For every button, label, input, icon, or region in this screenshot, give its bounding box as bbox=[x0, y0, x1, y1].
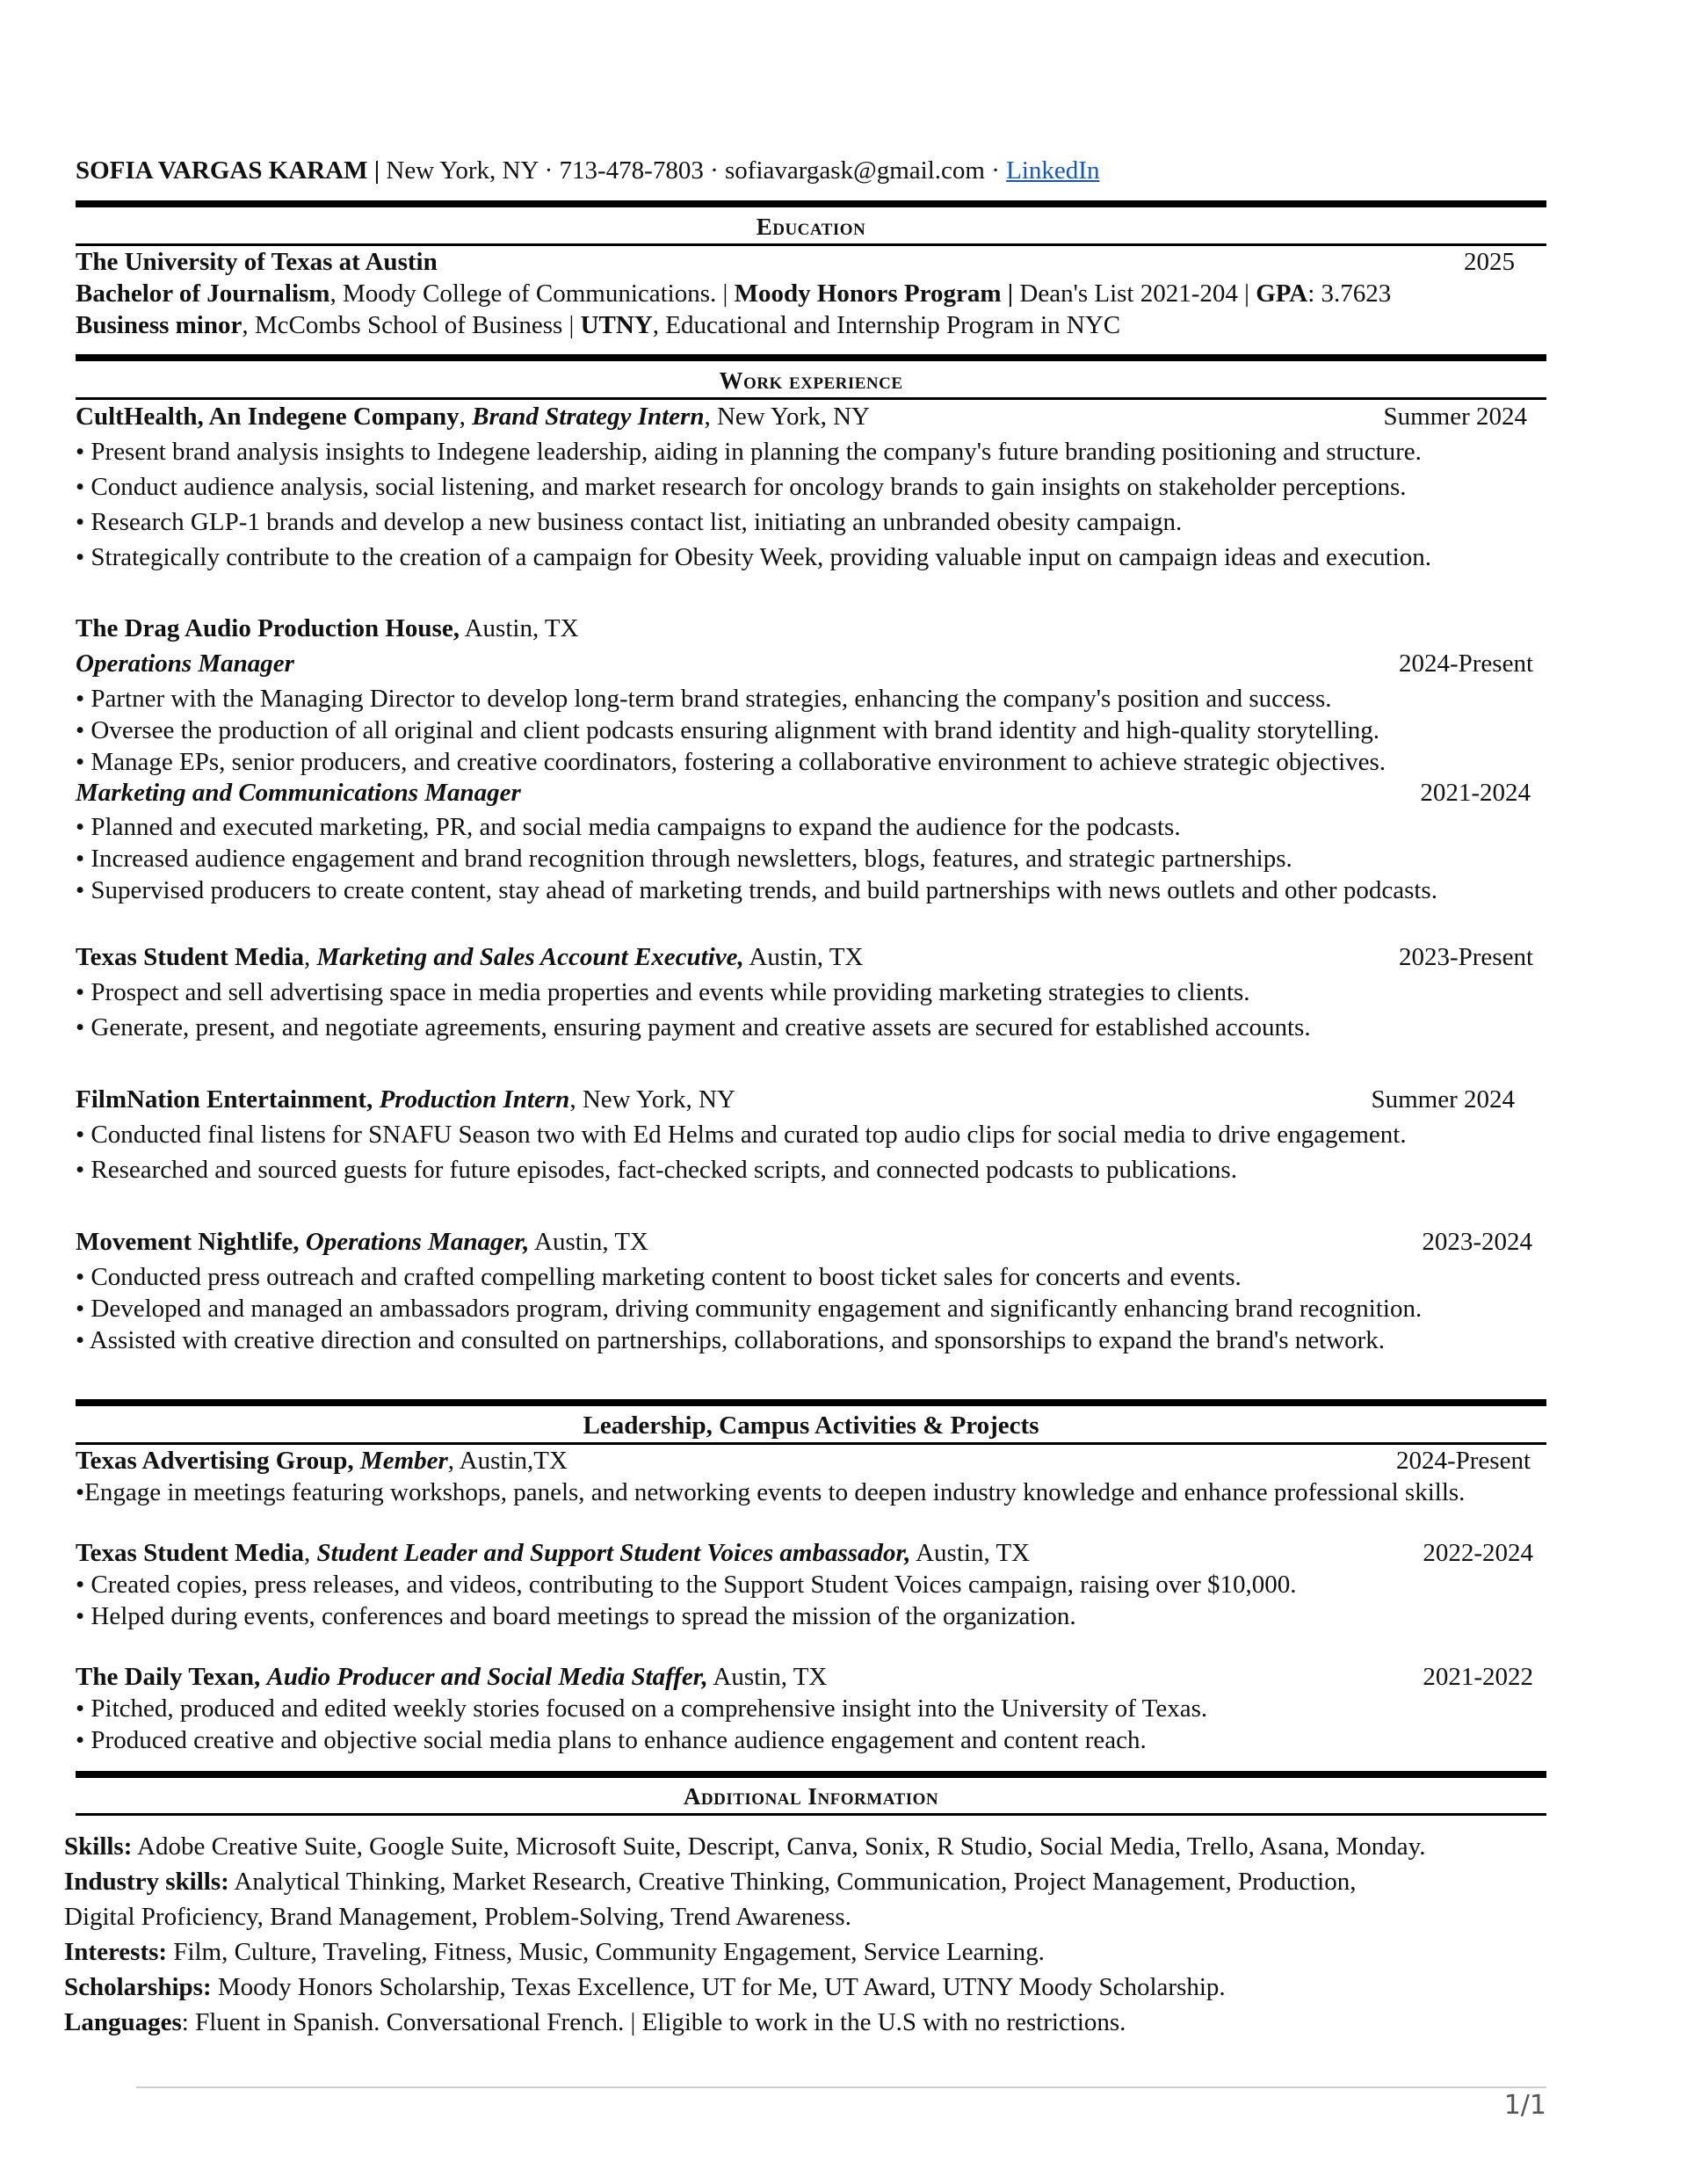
comma: , bbox=[303, 943, 311, 971]
activity-heading bbox=[76, 1661, 827, 1693]
skills-label: Skills: bbox=[64, 1832, 133, 1861]
activity-date: 2024-Present bbox=[1395, 1447, 1531, 1475]
activity-date: 2021-2022 bbox=[1423, 1663, 1533, 1691]
bullet: • Increased audience engagement and brand recognition through newsletters, blogs, features, and strategic partnerships. bbox=[76, 845, 1292, 873]
organization: The Daily Texan, bbox=[76, 1663, 261, 1691]
contact-header bbox=[76, 155, 1099, 186]
minor: Business minor bbox=[76, 311, 243, 339]
degree: Bachelor of Journalism bbox=[76, 279, 330, 308]
bullet: • Conducted press outreach and crafted compelling marketing content to boost ticket sales for concerts and events. bbox=[76, 1263, 1242, 1291]
activity-heading bbox=[76, 1445, 568, 1477]
section-title-work: Work experience bbox=[719, 367, 903, 394]
graduation-year: 2025 bbox=[1464, 248, 1515, 276]
interests-value: Film, Culture, Traveling, Fitness, Music, Community Engagement, Service Learning. bbox=[167, 1938, 1045, 1966]
company: FilmNation Entertainment, bbox=[76, 1085, 373, 1114]
bullet: • Prospect and sell advertising space in media properties and events while providing marketing strategies to clients. bbox=[76, 978, 1250, 1006]
degree-line bbox=[76, 278, 1391, 309]
bullet: • Assisted with creative direction and consulted on partnerships, collaborations, and sponsorships to expand the brand's network. bbox=[76, 1326, 1386, 1354]
section-rule bbox=[76, 354, 1546, 361]
bullet: • Generate, present, and negotiate agreements, ensuring payment and creative assets are secured for established accounts. bbox=[76, 1013, 1311, 1041]
phone: 713-478-7803 bbox=[559, 156, 704, 185]
industry-line bbox=[64, 1866, 1356, 1897]
minor-line bbox=[76, 309, 1120, 341]
bullet: • Conducted final listens for SNAFU Season two with Ed Helms and curated top audio clips for social media to drive engagement. bbox=[76, 1121, 1407, 1149]
activity-location: Austin, TX bbox=[910, 1539, 1031, 1567]
languages-line bbox=[64, 2006, 1126, 2038]
job-role: Marketing and Communications Manager bbox=[76, 779, 521, 807]
job-date: Summer 2024 bbox=[1371, 1085, 1515, 1114]
bullet: • Oversee the production of all original and client podcasts ensuring alignment with brand identity and high-quality storytelling. bbox=[76, 716, 1379, 744]
job-date: Summer 2024 bbox=[1383, 403, 1527, 431]
full-name: SOFIA VARGAS KARAM bbox=[76, 156, 368, 185]
bullet: • Supervised producers to create content, stay ahead of marketing trends, and build partnerships with news outlets and other podcasts. bbox=[76, 876, 1437, 904]
industry-label: Industry skills: bbox=[64, 1868, 229, 1896]
company: CultHealth, An Indegene Company bbox=[76, 403, 460, 431]
interests-label: Interests: bbox=[64, 1938, 168, 1966]
location: New York, NY bbox=[386, 156, 539, 185]
bullet: • Created copies, press releases, and videos, contributing to the Support Student Voices campaign, raising over $10,000. bbox=[76, 1571, 1297, 1599]
section-rule bbox=[76, 200, 1546, 207]
section-rule bbox=[76, 1399, 1546, 1406]
section-title-education: Education bbox=[756, 214, 866, 240]
section-title-leadership: Leadership, Campus Activities & Projects bbox=[583, 1411, 1039, 1440]
bullet: • Present brand analysis insights to Indegene leadership, aiding in planning the company's future branding positioning and structure. bbox=[76, 438, 1422, 466]
bullet: • Helped during events, conferences and board meetings to spread the mission of the organization. bbox=[76, 1602, 1076, 1630]
languages-value: : Fluent in Spanish. Conversational French. | Eligible to work in the U.S with no restrictions. bbox=[181, 2008, 1126, 2036]
job-location: Austin, TX bbox=[459, 614, 579, 642]
company: Texas Student Media bbox=[76, 943, 304, 971]
skills-line bbox=[64, 1831, 1426, 1862]
utny-desc: , Educational and Internship Program in NYC bbox=[652, 311, 1121, 339]
dot-separator: · bbox=[544, 156, 554, 185]
languages-label: Languages bbox=[64, 2008, 182, 2036]
section-rule bbox=[76, 1813, 1546, 1816]
section-rule bbox=[76, 1771, 1546, 1778]
school-name: The University of Texas at Austin bbox=[76, 248, 438, 276]
job-role: Production Intern bbox=[379, 1085, 570, 1114]
bullet: • Planned and executed marketing, PR, and social media campaigns to expand the audience for the podcasts. bbox=[76, 813, 1181, 841]
job-heading bbox=[76, 941, 863, 973]
bullet: • Manage EPs, senior producers, and creative coordinators, fostering a collaborative environment to achieve strategic objectives. bbox=[76, 748, 1387, 776]
bullet: • Pitched, produced and edited weekly stories focused on a comprehensive insight into the University of Texas. bbox=[76, 1694, 1208, 1723]
job-location: Austin, TX bbox=[743, 943, 864, 971]
job-heading bbox=[76, 1084, 735, 1115]
gpa-value: : 3.7623 bbox=[1307, 279, 1392, 308]
dot-separator: · bbox=[710, 156, 719, 185]
bullet: • Developed and managed an ambassadors program, driving community engagement and significantly enhancing brand recognition. bbox=[76, 1295, 1423, 1323]
industry-line-2: Digital Proficiency, Brand Management, Problem-Solving, Trend Awareness. bbox=[64, 1903, 851, 1931]
job-heading bbox=[76, 401, 870, 432]
scholarships-line bbox=[64, 1971, 1226, 2003]
section-title-additional: Additional Information bbox=[683, 1783, 939, 1810]
header-separator: | bbox=[373, 156, 380, 185]
gpa-label: GPA bbox=[1256, 279, 1308, 308]
job-role: Marketing and Sales Account Executive, bbox=[316, 943, 744, 971]
activity-location: , Austin,TX bbox=[447, 1447, 568, 1475]
company: Movement Nightlife, bbox=[76, 1228, 300, 1256]
college: , Moody College of Communications. | bbox=[329, 279, 728, 308]
minor-school: , McCombs School of Business | bbox=[242, 311, 575, 339]
comma: , bbox=[303, 1539, 311, 1567]
job-date: 2024-Present bbox=[1398, 649, 1533, 678]
job-role: Operations Manager, bbox=[305, 1228, 530, 1256]
activity-role: Student Leader and Support Student Voices ambassador, bbox=[316, 1539, 911, 1567]
job-location: Austin, TX bbox=[529, 1228, 648, 1256]
organization: Texas Advertising Group, bbox=[76, 1447, 354, 1475]
job-heading bbox=[76, 613, 579, 644]
page-number: 1/1 bbox=[1503, 2090, 1546, 2121]
job-location: , New York, NY bbox=[704, 403, 870, 431]
activity-role: Audio Producer and Social Media Staffer, bbox=[266, 1663, 708, 1691]
section-rule bbox=[76, 397, 1546, 400]
activity-location: Austin, TX bbox=[707, 1663, 828, 1691]
skills-value: Adobe Creative Suite, Google Suite, Microsoft Suite, Descript, Canva, Sonix, R Studio, Social Media, Trello, Asana, Monday. bbox=[132, 1832, 1426, 1861]
job-date: 2023-Present bbox=[1398, 943, 1533, 971]
email[interactable]: sofiavargask@gmail.com bbox=[725, 156, 985, 185]
interests-line bbox=[64, 1936, 1045, 1968]
job-role: Operations Manager bbox=[76, 649, 294, 678]
job-date: 2021-2024 bbox=[1420, 779, 1531, 807]
job-location: , New York, NY bbox=[569, 1085, 735, 1114]
bullet: •Engage in meetings featuring workshops, panels, and networking events to deepen industry knowledge and enhance professional skills. bbox=[76, 1478, 1466, 1506]
bullet: • Produced creative and objective social media plans to enhance audience engagement and content reach. bbox=[76, 1726, 1147, 1754]
job-role: Brand Strategy Intern bbox=[472, 403, 705, 431]
footer-rule bbox=[136, 2086, 1546, 2088]
activity-heading bbox=[76, 1537, 1030, 1569]
activity-date: 2022-2024 bbox=[1423, 1539, 1533, 1567]
bullet: • Conduct audience analysis, social listening, and market research for oncology brands to gain insights on stakeholder perceptions. bbox=[76, 473, 1407, 501]
job-heading bbox=[76, 1226, 648, 1258]
linkedin-link[interactable]: LinkedIn bbox=[1006, 156, 1100, 185]
company: The Drag Audio Production House, bbox=[76, 614, 460, 642]
dot-separator: · bbox=[991, 156, 1000, 185]
industry-value: Analytical Thinking, Market Research, Creative Thinking, Communication, Project Management, Production, bbox=[228, 1868, 1357, 1896]
bullet: • Researched and sourced guests for future episodes, fact-checked scripts, and connected podcasts to publications. bbox=[76, 1156, 1237, 1184]
utny: UTNY bbox=[580, 311, 653, 339]
activity-role: Member bbox=[359, 1447, 448, 1475]
scholarships-value: Moody Honors Scholarship, Texas Excellence, UT for Me, UT Award, UTNY Moody Scholarship. bbox=[211, 1973, 1226, 2001]
bullet: • Research GLP-1 brands and develop a new business contact list, initiating an unbranded obesity campaign. bbox=[76, 508, 1183, 536]
bullet: • Strategically contribute to the creation of a campaign for Obesity Week, providing valuable input on campaign ideas and execution. bbox=[76, 543, 1431, 571]
organization: Texas Student Media bbox=[76, 1539, 304, 1567]
bullet: • Partner with the Managing Director to develop long-term brand strategies, enhancing the company's position and success. bbox=[76, 685, 1332, 713]
honors-program: Moody Honors Program | bbox=[734, 279, 1014, 308]
scholarships-label: Scholarships: bbox=[64, 1973, 212, 2001]
job-date: 2023-2024 bbox=[1422, 1228, 1532, 1256]
deans-list: Dean's List 2021-204 | bbox=[1019, 279, 1249, 308]
comma: , bbox=[459, 403, 466, 431]
